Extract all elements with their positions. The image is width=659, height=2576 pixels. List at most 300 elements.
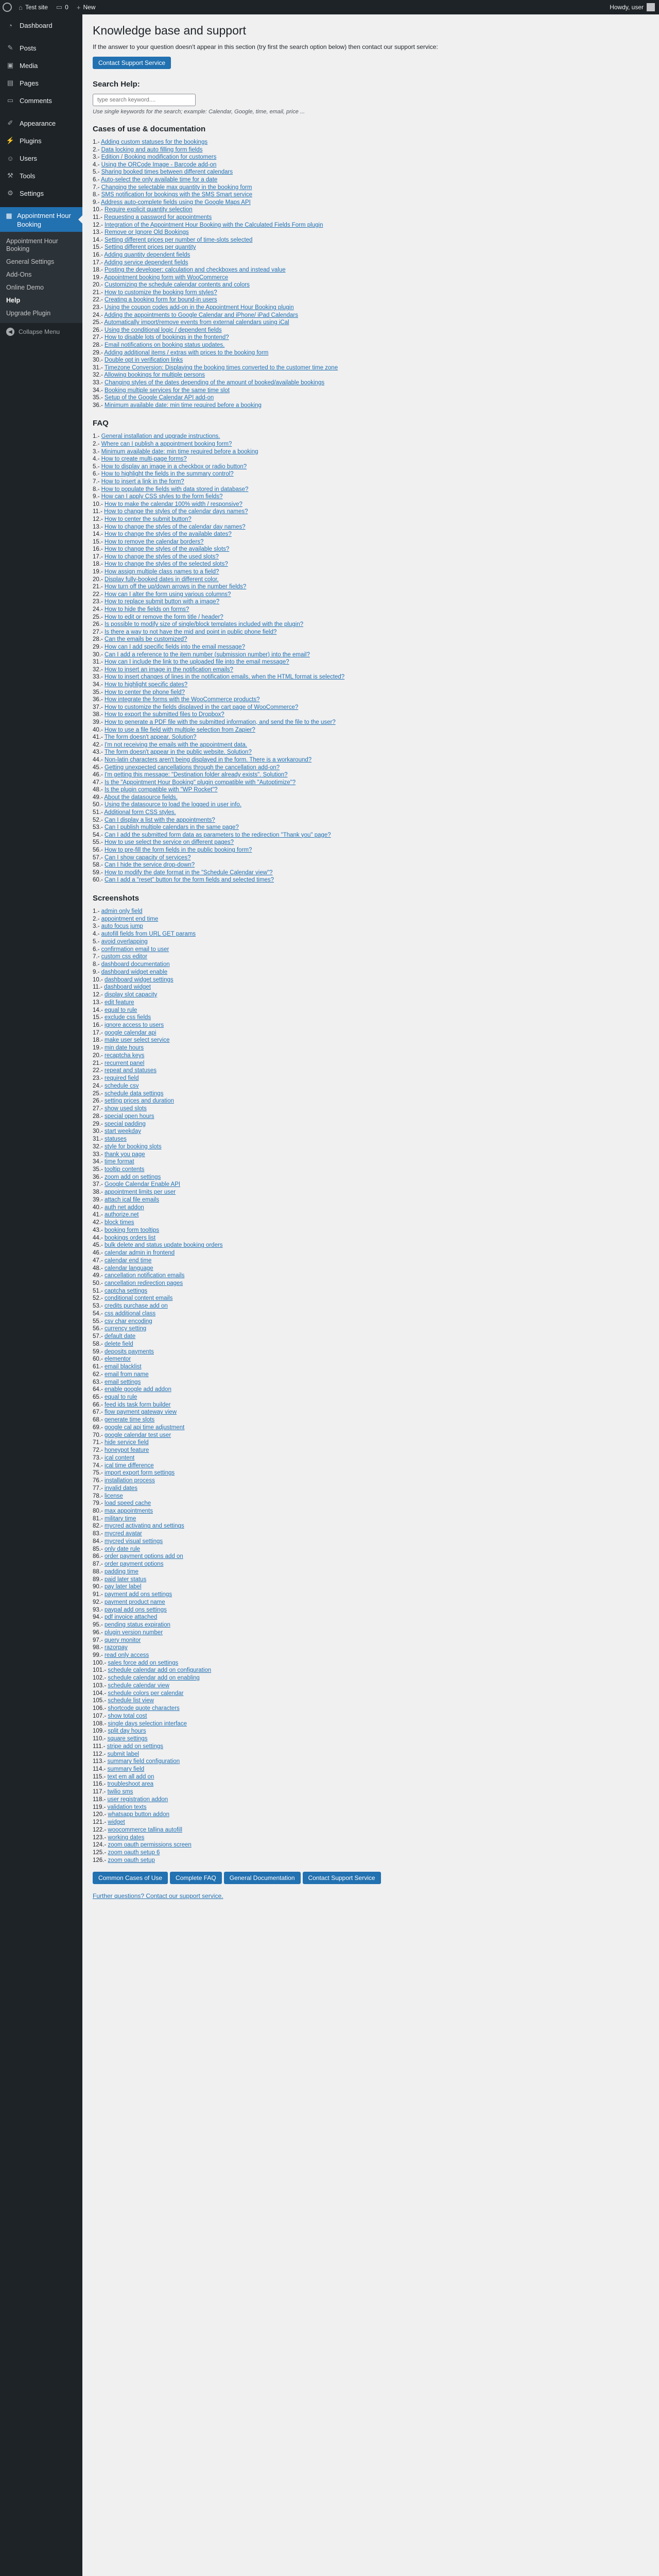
list-item-number: 48.- [93,1265,105,1272]
list-item-link[interactable]: Customizing the schedule calendar contents and colors [105,282,250,289]
list-item-link[interactable]: statuses [105,1136,127,1143]
list-item [93,1409,649,1416]
list-item-link[interactable]: equal to rule [105,1007,137,1013]
list-item-link[interactable]: max appointments [105,1508,153,1515]
list-item-link[interactable]: How to make the calendar 100% width / responsive? [105,501,242,507]
collapse-menu-button[interactable] [0,323,82,341]
list-item-link[interactable]: email settings [105,1379,141,1385]
list-item [93,726,649,734]
further-questions-link[interactable]: Further questions? Contact our support service. [93,1892,223,1900]
list-item-link[interactable]: import export form settings [105,1470,175,1477]
list-item-link[interactable]: Display fully-booked dates in different color. [105,576,219,583]
list-item-link[interactable]: Adding quantity dependent fields [104,251,190,258]
list-item [93,538,649,546]
list-item-link[interactable]: payment product name [105,1599,165,1605]
submenu-item[interactable]: Appointment Hour Booking [6,238,58,252]
list-item-link[interactable]: Adding the appointments to Google Calendar and iPhone/ iPad Calendars [104,312,298,318]
list-item [93,1052,649,1060]
list-item-link[interactable]: special open hours [105,1113,154,1120]
list-item-number: 34.- [93,681,105,688]
list-item-link[interactable]: dashboard widget enable [101,969,168,975]
list-item-link[interactable]: admin only field [101,908,143,914]
list-item-link[interactable]: schedule csv [105,1082,139,1089]
list-item [93,651,649,659]
list-item-link[interactable]: Integration of the Appointment Hour Booking with the Calculated Fields Form plugin [105,222,323,228]
list-item-link[interactable]: calendar language [105,1265,153,1272]
list-item-link[interactable]: Booking multiple services for the same time slot [105,387,230,394]
list-item-link[interactable]: How to remove the calendar borders? [105,538,204,545]
list-item-link[interactable]: military time [105,1515,136,1522]
complete-faq-button[interactable]: Complete FAQ [170,1872,222,1884]
sidebar-item-comments[interactable] [0,92,82,109]
new-content-link[interactable] [73,0,100,14]
list-item-link[interactable]: Auto-select the only available time for a date [100,176,218,183]
list-item-link[interactable]: Setting different prices per quantity [105,244,196,251]
list-item-link[interactable]: How to edit or remove the form title / header? [105,614,223,620]
list-item-number: 31.- [93,364,105,371]
list-item-link[interactable]: How to generate a PDF file with the submitted information, and send the file to the user? [105,719,336,725]
list-item-link[interactable]: csv char encoding [105,1318,152,1325]
list-item-link[interactable]: The form doesn't appear in the public website. Solution? [104,749,252,756]
list-item-link[interactable]: pay later label [105,1584,142,1590]
list-item-link[interactable]: How to change the styles of the available slots? [105,546,230,553]
sidebar-item-users[interactable] [0,149,82,167]
list-item-link[interactable]: Changing the selectable max quantity in the booking form [101,184,252,191]
list-item-link[interactable]: Email notifications on booking status updates. [105,342,225,349]
list-item-link[interactable]: schedule data settings [105,1090,164,1097]
list-item-link[interactable]: How to customize the fields displayed in the cart page of WooCommerce? [105,704,299,710]
list-item-link[interactable]: google calendar test user [105,1432,171,1438]
list-item-link[interactable]: schedule calendar add on enabling [108,1675,200,1682]
list-item-link[interactable]: How to center the phone field? [105,689,185,696]
list-item-link[interactable]: zoom oauth setup 6 [108,1850,160,1856]
list-item-link[interactable]: pdf invoice attached [105,1614,158,1621]
list-item-link[interactable]: How to change the styles of the calendar day names? [105,523,246,530]
list-item-number: 7.- [93,478,101,485]
list-item-link[interactable]: validation texts [107,1804,147,1810]
list-item-link[interactable]: How to modify the date format in the "Schedule Calendar view"? [105,869,273,876]
list-item-link[interactable]: Can I show capacity of services? [105,854,191,861]
users-icon: ☺ [7,154,14,162]
list-item-link[interactable]: How to export the submitted files to Dropbox? [105,711,224,718]
sidebar-item-label: Media [20,61,38,70]
list-item-link[interactable]: widget [108,1819,125,1826]
list-item-link[interactable]: paypal add ons settings [105,1606,167,1613]
list-item-link[interactable]: Can I add a reference to the item number (submission number) into the email? [105,651,310,658]
list-item-link[interactable]: auth net addon [105,1204,144,1211]
list-item-link[interactable]: How to highlight the fields in the summary control? [101,471,234,478]
list-item-link[interactable]: installation process [105,1478,155,1484]
contact-support-button[interactable]: Contact Support Service [93,57,171,69]
list-item-link[interactable]: How to highlight specific dates? [105,681,188,688]
list-item-link[interactable]: Can I publish multiple calendars in the same page? [105,824,239,831]
sidebar-item-appearance[interactable] [0,114,82,132]
list-item-link[interactable]: payment add ons settings [105,1591,172,1598]
list-item-link[interactable]: paid later status [105,1576,147,1583]
list-item [93,923,649,930]
list-item-link[interactable]: equal to rule [105,1394,137,1400]
list-item-link[interactable]: How turn off the up/down arrows in the number fields? [105,584,247,590]
list-item-link[interactable]: Using the ORCode Image - Barcode add-on [101,161,217,168]
my-account[interactable] [605,3,659,11]
list-item-link[interactable]: Can I display a list with the appointments? [105,817,215,823]
list-item-link[interactable]: ignore access to users [105,1022,164,1029]
list-item-link[interactable]: delete field [105,1341,133,1347]
list-item [93,1280,649,1287]
sidebar-item-media[interactable] [0,57,82,74]
list-item-link[interactable]: recurrent panel [105,1060,145,1066]
list-item-link[interactable]: About the datasource fields. [104,794,178,801]
list-item [93,1788,649,1796]
list-item-link[interactable]: user registration addon [107,1796,168,1803]
list-item-link[interactable]: stripe add on settings [107,1743,164,1750]
list-item-link[interactable]: bookings orders list [105,1234,156,1241]
list-item-link[interactable]: How to change the styles of the available dates? [105,531,232,538]
sidebar-item-plugins[interactable] [0,132,82,149]
list-item-link[interactable]: style for booking slots [105,1143,162,1150]
list-item-link[interactable]: authorize.net [105,1212,139,1218]
list-item-link[interactable]: Data locking and auto filling form fields [101,146,203,153]
list-item-link[interactable]: How to hide the fields on forms? [105,606,189,613]
list-item-link[interactable]: deposits payments [105,1348,154,1355]
list-item-link[interactable]: mycred avatar [105,1531,142,1537]
list-item-link[interactable]: query monitor [105,1637,141,1643]
list-item-link[interactable]: default date [105,1333,136,1340]
list-item-link[interactable]: summary field configuration [107,1758,180,1765]
list-item [93,508,649,516]
wordpress-logo-icon[interactable] [0,0,14,14]
list-item-link[interactable]: Require explicit quantity selection [105,207,193,213]
list-item-link[interactable]: Appointment booking form with WooCommerce [104,274,229,281]
list-item-link[interactable]: Where can I publish a appointment booking form? [101,440,232,447]
list-item-link[interactable]: Google Calendar Enable API [105,1181,181,1188]
list-item-link[interactable]: avoid overlapping [101,938,148,945]
list-item [93,976,649,984]
list-item-link[interactable]: sales force add on settings [108,1659,179,1666]
list-item-link[interactable]: bulk delete and status update booking orders [105,1242,223,1249]
list-item-link[interactable]: How assign multiple class names to a field? [105,569,219,575]
list-item-link[interactable]: How to insert changes of lines in the notification emails, when the HTML format is selected? [105,674,345,681]
list-item-link[interactable]: Can the emails be customized? [105,636,187,643]
list-item-link[interactable]: How to use select the service on different pages? [105,839,234,846]
list-item-link[interactable]: How to use a file field with multiple selection from Zapier? [105,726,255,733]
list-item-link[interactable]: enable google add addon [105,1386,171,1393]
list-item-link[interactable]: Allowing bookings for multiple persons [104,372,205,379]
list-item-link[interactable]: Is the plugin compatible with "WP Rocket"? [105,787,218,793]
list-item-number: 59.- [93,1348,105,1355]
list-item-link[interactable]: custom css editor [101,954,148,960]
list-item-link[interactable]: booking form tooltips [105,1227,160,1233]
list-item-link[interactable]: dashboard widget [104,984,151,991]
media-icon: ▣ [7,61,14,69]
list-item-link[interactable]: calendar end time [105,1257,152,1264]
list-item-link[interactable]: dashboard documentation [101,961,170,968]
list-item [93,440,649,448]
sidebar-item-posts[interactable] [0,39,82,57]
list-item-link[interactable]: cancellation notification emails [105,1273,185,1279]
list-item-link[interactable]: css additional class [105,1310,156,1317]
list-item-link[interactable]: Double opt in verification links [105,357,183,364]
collapse-arrow-icon: ◀ [6,328,14,336]
list-item-link[interactable]: ical content [105,1454,135,1461]
list-item-link[interactable]: order payment options add on [105,1553,183,1560]
list-item-link[interactable]: start weekday [105,1128,141,1135]
list-item [93,553,649,561]
list-item-link[interactable]: mycred visual settings [105,1538,163,1545]
list-item-link[interactable]: license [105,1493,123,1499]
list-item-link[interactable]: woocommerce tallina autofill [108,1826,182,1833]
list-item-link[interactable]: feed ids task form builder [105,1401,171,1408]
list-item-link[interactable]: square settings [107,1736,148,1742]
list-item-link[interactable]: Creating a booking form for bound-in users [105,297,217,303]
list-item-link[interactable]: generate time slots [105,1417,155,1423]
list-item-link[interactable]: thank you page [105,1151,145,1158]
list-item-link[interactable]: razorpay [105,1645,128,1651]
pin-icon: ✎ [7,44,13,52]
list-item-link[interactable]: How can I apply CSS styles to the form fields? [101,494,223,500]
list-item-link[interactable]: appointment end time [101,916,159,922]
list-item-link[interactable]: Using the coupon codes add-on in the Appointment Hour Booking plugin [105,304,294,311]
list-item-link[interactable]: How can I alter the form using various columns? [105,591,231,598]
list-item-link[interactable]: google cal api time adjustment [105,1424,185,1431]
list-item-link[interactable]: How to replace submit button with a image? [105,599,220,605]
list-item-link[interactable]: Minimum available date: min time required before a booking [105,402,262,409]
list-item-link[interactable]: special padding [105,1121,146,1127]
list-item-link[interactable]: make user select service [105,1037,170,1044]
list-item-link[interactable]: exclude css fields [105,1014,151,1021]
list-item-number: 108.- [93,1720,108,1727]
list-item-link[interactable]: Adding custom statuses for the bookings [100,139,208,145]
list-item-link[interactable]: padding time [105,1568,138,1575]
list-item-link[interactable]: How integrate the forms with the WooCommerce products? [105,697,260,703]
submenu-item[interactable]: Online Demo [6,284,44,291]
list-item-link[interactable]: The form doesn't appear. Solution? [104,734,197,741]
list-item-link[interactable]: Is the "Appointment Hour Booking" plugin compatible with "Autoptimize"? [105,779,296,786]
list-item-number: 26.- [93,327,105,333]
list-item-number: 20.- [93,282,105,289]
list-item-link[interactable]: elementor [105,1356,131,1363]
list-item-link[interactable]: I'm not receiving the emails with the appointment data. [105,741,248,748]
list-item-link[interactable]: google calendar api [105,1029,157,1036]
list-item [93,1849,649,1857]
list-item-link[interactable]: show total cost [108,1713,147,1719]
list-item-link[interactable]: repeat and statuses [105,1067,157,1074]
list-item-link[interactable]: time format [105,1159,134,1165]
list-item-number: 17.- [93,1029,105,1036]
list-item-link[interactable]: required field [105,1075,139,1082]
comments-link[interactable] [52,0,73,14]
list-item-link[interactable]: show used slots [105,1106,147,1112]
list-item-link[interactable]: single days selection interface [108,1720,187,1727]
list-item-number: 85.- [93,1546,105,1552]
sidebar-item-tools[interactable] [0,167,82,184]
list-item-link[interactable]: troubleshoot area [107,1781,154,1788]
site-name-link[interactable] [14,0,52,14]
list-item [93,779,649,787]
list-item-link[interactable]: credits purchase add on [105,1303,168,1310]
list-item [93,402,649,410]
list-item-link[interactable]: hide service field [105,1439,149,1446]
list-item [93,1136,649,1143]
list-item-link[interactable]: Is possible to modify size of single/block templates included with the plugin? [105,621,304,628]
list-item-link[interactable]: Adding additional items / extras with prices to the booking form [104,349,269,356]
list-item [93,1128,649,1136]
list-item-link[interactable]: only date rule [105,1546,141,1552]
list-item-link[interactable]: submit label [107,1751,139,1757]
list-item-link[interactable]: Setting different prices per number of time-slots selected [105,236,253,243]
list-item-link[interactable]: invalid dates [105,1485,137,1492]
list-item-link[interactable]: twilio sms [107,1789,133,1795]
list-item-link[interactable]: recaptcha keys [105,1052,145,1059]
submenu-item[interactable]: Add-Ons [6,271,32,278]
list-item-link[interactable]: captcha settings [105,1287,148,1294]
list-item [93,861,649,869]
list-item-link[interactable]: Remove or Ignore Old Bookings [105,229,189,236]
list-item-link[interactable]: How can I include the link to the uploaded file into the email message? [105,659,289,666]
list-item-link[interactable]: attach ical file emails [105,1196,160,1203]
list-item-link[interactable]: Non-latin characters aren't being displayed in the form. There is a workaround? [105,756,312,763]
list-item-number: 36.- [93,402,105,409]
list-item-link[interactable]: appointment limits per user [105,1189,176,1196]
list-item-link[interactable]: Posting the developer: calculation and checkboxes and instead value [105,267,286,274]
list-item [93,1553,649,1561]
list-item-link[interactable]: text em all add on [107,1773,154,1780]
list-item-link[interactable]: General installation and upgrade instructions. [101,433,220,440]
list-item-link[interactable]: How to create multi-page forms? [101,456,187,463]
list-item-link[interactable]: Requesting a password for appointments [104,214,212,221]
list-item-link[interactable]: edit feature [105,999,134,1006]
list-item-number: 2.- [93,440,101,447]
list-item-link[interactable]: I'm getting this message: "Destination folder already exists". Solution? [105,772,288,778]
list-item-link[interactable]: zoom oauth permissions screen [108,1842,192,1849]
list-item-link[interactable]: How to insert an image in the notification emails? [105,666,233,673]
list-item-link[interactable]: schedule calendar add on configuration [108,1667,212,1674]
list-item-link[interactable]: calendar admin in frontend [105,1250,175,1257]
list-item-link[interactable]: order payment options [105,1561,164,1568]
list-item-link[interactable]: confirmation email to user [101,946,169,953]
sidebar-item-pages[interactable] [0,74,82,92]
list-item-link[interactable]: How can I add specific fields into the email message? [105,644,245,650]
list-item-number: 82.- [93,1523,105,1530]
list-item-link[interactable]: schedule calendar view [108,1682,169,1689]
list-item-link[interactable]: How to change the styles of the calendar days names? [104,509,248,515]
list-item [93,222,649,229]
submenu-item[interactable]: Upgrade Plugin [6,310,51,317]
list-item-link[interactable]: flow payment gateway view [105,1409,177,1416]
list-item-link[interactable]: Changing styles of the dates depending of the amount of booked/available bookings [105,380,325,386]
list-item-number: 61.- [93,1364,105,1370]
sidebar-item-settings[interactable] [0,184,82,202]
list-item-link[interactable]: ical time difference [105,1462,154,1469]
list-item-number: 103.- [93,1682,108,1689]
general-documentation-button[interactable]: General Documentation [224,1872,301,1884]
list-item-number: 53.- [93,824,105,831]
list-item-link[interactable]: zoom add on settings [105,1174,161,1180]
list-item-link[interactable]: Minimum available date: min time required before a booking [101,448,258,455]
list-item-link[interactable]: conditional content emails [105,1295,173,1302]
list-item-link[interactable]: dashboard widget settings [105,976,174,983]
list-item-link[interactable]: How to customize the booking form styles? [105,289,217,296]
submenu-item-current[interactable]: Help [6,297,21,304]
list-item-link[interactable]: currency setting [105,1326,147,1332]
list-item-link[interactable]: email from name [105,1371,149,1378]
list-item-link[interactable]: How to insert a link in the form? [101,478,184,485]
list-item-link[interactable]: How to change the styles of the used slots? [105,553,219,560]
list-item-link[interactable]: email blacklist [105,1364,142,1370]
list-item-link[interactable]: autofill fields from URL GET params [101,931,196,938]
list-item-link[interactable]: working dates [108,1834,145,1841]
list-item-link[interactable]: schedule colors per calendar [108,1690,184,1697]
list-item-link[interactable]: honeypot feature [105,1447,149,1454]
list-item-link[interactable]: Edition / Booking modification for customers [101,154,217,161]
list-item-link[interactable]: How to center the submit button? [105,516,192,522]
list-item-link[interactable]: Getting unexpected cancellations through the cancellation add-on? [105,764,280,771]
list-item-link[interactable]: load speed cache [105,1500,151,1507]
list-item-link[interactable]: block times [105,1219,134,1226]
list-item-link[interactable]: split day hours [108,1728,146,1735]
list-item-link[interactable]: Can I add the submitted form data as parameters to the redirection "Thank you" page? [105,832,331,838]
sidebar-item-dashboard[interactable] [0,16,82,34]
search-input[interactable] [93,94,196,106]
list-item-number: 10.- [93,501,105,507]
list-item-link[interactable]: mycred activating and settings [105,1523,184,1530]
list-item-link[interactable]: Address auto-complete fields using the Google Maps API [100,199,251,206]
list-item-link[interactable]: How to change the styles of the selected slots? [105,561,228,568]
list-item-link[interactable]: zoom oauth setup [108,1857,155,1863]
list-item-link[interactable]: How to populate the fields with data stored in database? [101,486,249,493]
list-item-link[interactable]: Additional form CSS styles. [104,809,176,816]
list-item-link[interactable]: Can I add a "reset" button for the form fields and selected times? [105,877,274,884]
list-item-link[interactable]: display slot capacity [105,992,158,998]
sidebar-item-appointment-hour-booking[interactable] [0,207,82,232]
contact-support-bottom-button[interactable]: Contact Support Service [303,1872,381,1884]
submenu-item[interactable]: General Settings [6,258,55,265]
list-item-link[interactable]: Using the datasource to load the logged in user info. [105,802,241,808]
list-item-link[interactable]: min date hours [105,1045,144,1052]
list-item-link[interactable]: Sharing booked times between different calendars [101,169,233,176]
list-item-link[interactable]: auto focus jump [101,923,143,930]
list-item-link[interactable]: tooltip contents [105,1166,145,1173]
list-item [93,334,649,342]
list-item-number: 63.- [93,1379,105,1385]
list-item-link[interactable]: shortcode quote characters [108,1705,180,1712]
list-item-link[interactable]: whatsapp button addon [108,1811,169,1818]
list-item-link[interactable]: Automatically import/remove events from external calendars using iCal [104,319,289,326]
list-item-link[interactable]: How to disable lots of bookings in the frontend? [105,334,229,341]
list-item-link[interactable]: How to display an image in a checkbox or radio button? [101,463,247,470]
list-item-link[interactable]: cancellation redirection pages [105,1280,183,1286]
list-item-link[interactable]: pending status expiration [105,1622,170,1629]
list-item-link[interactable]: summary field [107,1766,145,1772]
list-item-link[interactable]: setting prices and duration [105,1098,174,1105]
list-item-link[interactable]: read only access [105,1652,149,1658]
list-item-link[interactable]: Is there a way to not have the mid and point in public phone field? [105,629,277,635]
list-item-link[interactable]: Setup of the Google Calendar API add-on [105,395,214,401]
list-item-number: 13.- [93,523,105,530]
list-item-number: 47.- [93,779,105,786]
list-item-link[interactable]: Using the conditional logic / dependent fields [105,327,222,333]
list-item-link[interactable]: Can I hide the service drop-down? [105,862,195,869]
list-item-link[interactable]: How to pre-fill the form fields in the public booking form? [105,847,252,854]
list-item-link[interactable]: plugin version number [105,1629,163,1636]
list-item-link[interactable]: SMS notification for bookings with the SMS Smart service [101,192,252,198]
list-item [93,1386,649,1394]
common-cases-button[interactable]: Common Cases of Use [93,1872,168,1884]
list-item [93,161,649,169]
list-item-link[interactable]: Adding service dependent fields [104,259,188,266]
list-item-link[interactable]: Timezone Conversion: Displaying the booking times converted to the customer time zone [104,364,338,371]
list-item-link[interactable]: schedule list view [108,1698,154,1704]
